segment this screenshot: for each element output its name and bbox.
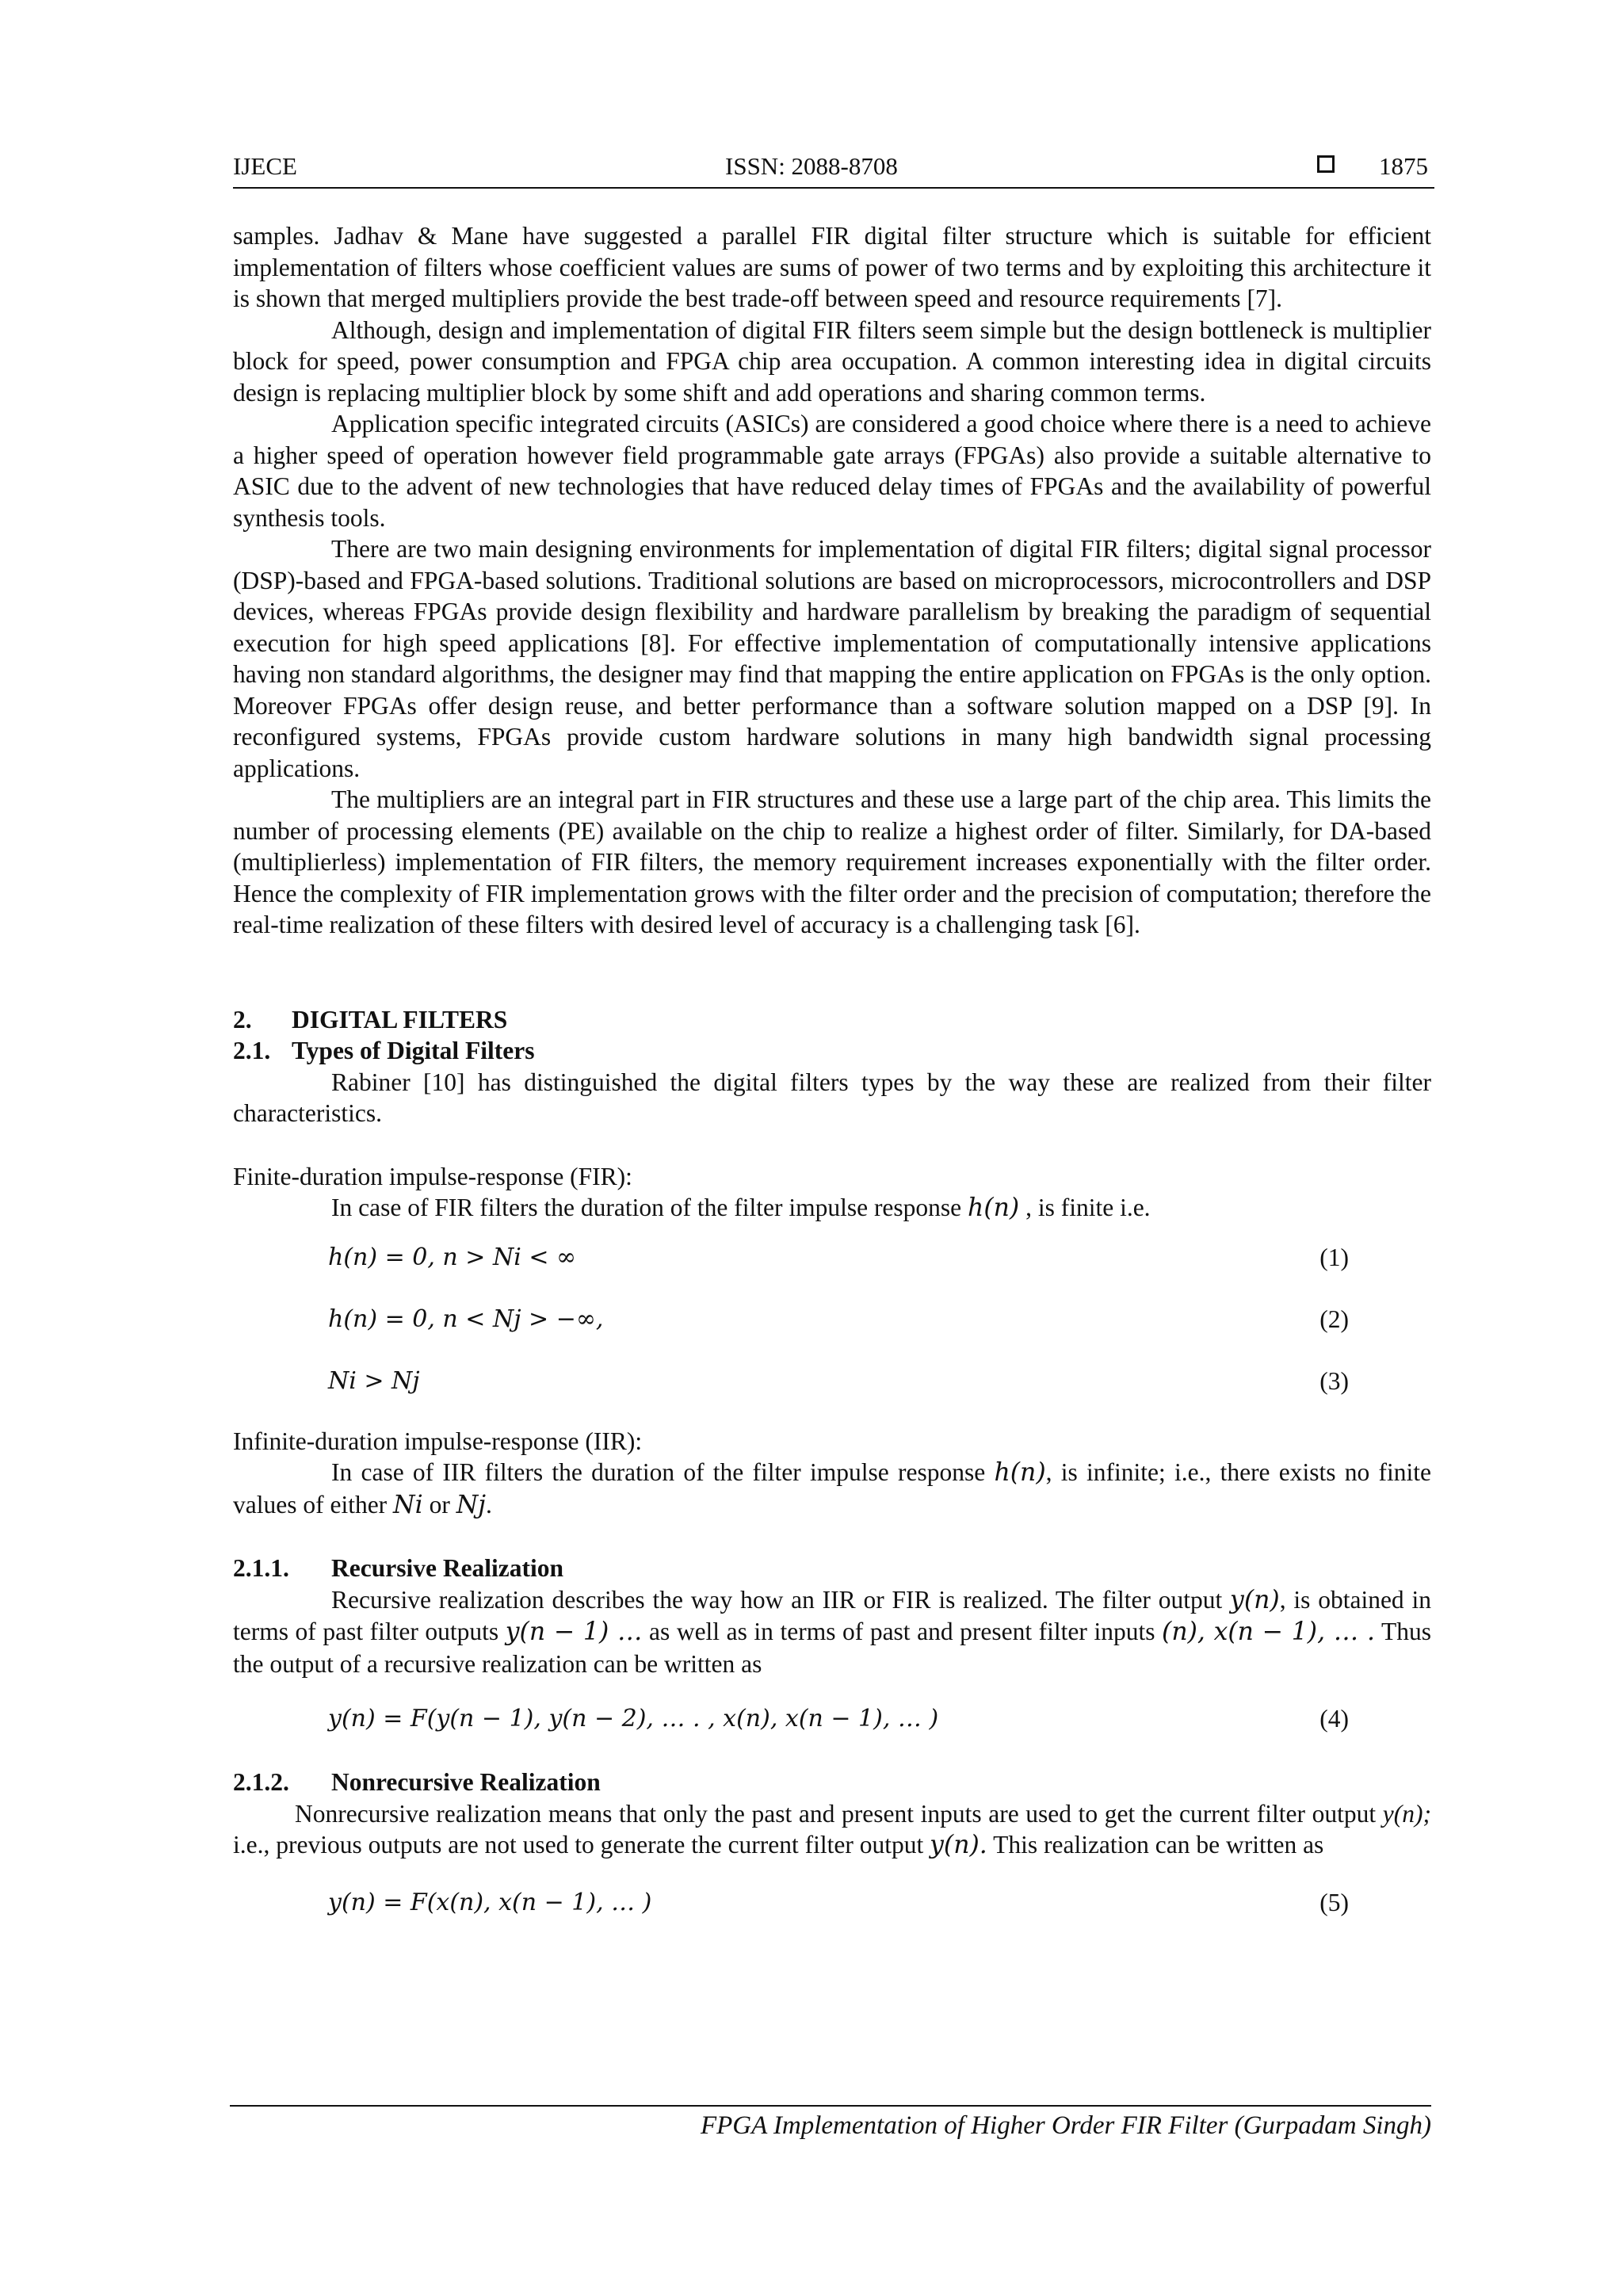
math-symbol: y(n); xyxy=(1382,1799,1431,1828)
equation-number: (4) xyxy=(1319,1705,1349,1733)
fir-label: Finite-duration impulse-response (FIR): xyxy=(233,1162,632,1190)
equation-2 xyxy=(233,1304,1431,1335)
header-rule xyxy=(233,187,1434,189)
equation-number: (3) xyxy=(1319,1366,1349,1395)
equation-1 xyxy=(233,1242,1431,1274)
equation-4 xyxy=(233,1703,1431,1735)
equation-number: (2) xyxy=(1319,1305,1349,1333)
subsection-title: Types of Digital Filters xyxy=(292,1037,535,1064)
iir-label: Infinite-duration impulse-response (IIR): xyxy=(233,1427,643,1455)
fir-description: In case of FIR filters the duration of the filter impulse response h(n) , is finite i.e. xyxy=(331,1194,1151,1222)
subsubsection-title: Nonrecursive Realization xyxy=(331,1768,601,1796)
section-title: DIGITAL FILTERS xyxy=(292,1005,508,1033)
equation-number: (1) xyxy=(1319,1243,1349,1271)
math-symbol: Ni xyxy=(393,1490,423,1519)
math-symbol: Nj xyxy=(456,1490,487,1519)
recursive-description: Recursive realization describes the way how an IIR or FIR is realized. The filter output y(n), is obtained in terms of past filter outputs y(n − 1) … as well as in terms of past and present filter inputs (n), x(n − 1), … . Thus the output of a recursive realization can be written as xyxy=(233,1585,1431,1678)
subsubsection-heading-recursive xyxy=(233,1553,1431,1584)
footer-rule xyxy=(230,2105,1431,2107)
math-symbol: h(n) xyxy=(968,1194,1020,1222)
iir-description: In case of IIR filters the duration of the filter impulse response h(n), is infinite; i.e., there exists no finite values of either Ni or Nj. xyxy=(233,1458,1432,1519)
math-symbol: y(n) xyxy=(1230,1585,1280,1614)
journal-name: IJECE xyxy=(233,152,297,180)
paragraph-5: The multipliers are an integral part in FIR structures and these use a large part of the chip area. This limits the number of processing elements (PE) available on the chip to realize a highest order of filter. Similarly, for DA-based (multiplierless) implementation of FIR filters, the memory requirement increases exponentially with the filter order. Hence the complexity of FIR implementation grows with the filter order and the precision of computation; therefore the real-time realization of these filters with desired level of accuracy is a challenging task [6]. xyxy=(233,785,1431,938)
paragraph-2: Although, design and implementation of digital FIR filters seem simple but the design bottleneck is multiplier block for speed, power consumption and FPGA chip area occupation. A common interesting idea in digital circuits design is replacing multiplier block by some shift and add operations and sharing common terms. xyxy=(233,315,1431,407)
page-number: 1875 xyxy=(1379,152,1428,180)
equation-expression: y(n) = F(x(n), x(n − 1), … ) xyxy=(328,1888,652,1916)
equation-expression: Ni > Nj xyxy=(328,1366,420,1395)
equation-expression: h(n) = 0, n < Nj > −∞, xyxy=(328,1305,604,1333)
subsection-number: 2.1. xyxy=(233,1037,271,1064)
subsubsection-number: 2.1.2. xyxy=(233,1768,289,1796)
section-intro: Rabiner [10] has distinguished the digital filters types by the way these are realized from their filter characteristics. xyxy=(233,1068,1431,1127)
math-symbol: y(n − 1) … xyxy=(505,1618,643,1646)
square-bullet-icon xyxy=(1317,155,1335,173)
running-footer: FPGA Implementation of Higher Order FIR Filter (Gurpadam Singh) xyxy=(700,2111,1431,2140)
paragraph-4: There are two main designing environments for implementation of digital FIR filters; digital signal processor (DSP)-based and FPGA-based solutions. Traditional solutions are based on microprocessors, microcontrollers and DSP devices, whereas FPGAs provide design flexibility and hardware parallelism by breaking the paradigm of sequential execution for high speed applications [8]. For effective implementation of computationally intensive applications having non standard algorithms, the designer may find that mapping the entire application on FPGAs is the only option. Moreover FPGAs offer design reuse, and better performance than a software solution mapped on a DSP [9]. In reconfigured systems, FPGAs provide custom hardware solutions in many high bandwidth signal processing applications. xyxy=(233,535,1431,782)
equation-expression: h(n) = 0, n > Ni < ∞ xyxy=(328,1243,576,1271)
subsection-heading xyxy=(233,1035,1431,1067)
equation-3 xyxy=(233,1366,1431,1397)
equation-number: (5) xyxy=(1319,1888,1349,1916)
subsubsection-heading-nonrecursive xyxy=(233,1767,1431,1798)
paragraph-3: Application specific integrated circuits (ASICs) are considered a good choice where there is a need to achieve a higher speed of operation however field programmable gate arrays (FPGAs) also provide a suitable alternative to ASIC due to the advent of new technologies that have reduced delay times of FPGAs and the availability of powerful synthesis tools. xyxy=(233,410,1431,532)
body-text xyxy=(233,220,1431,1919)
math-symbol: (n), x(n − 1), … . xyxy=(1162,1618,1375,1646)
math-symbol: y(n). xyxy=(930,1831,987,1859)
paragraph-1: samples. Jadhav & Mane have suggested a parallel FIR digital filter structure which is suitable for efficient implementation of filters whose coefficient values are sums of power of two terms and by exploiting this architecture it is shown that merged multipliers provide the best trade-off between speed and resource requirements [7]. xyxy=(233,222,1431,312)
nonrecursive-description: Nonrecursive realization means that only the past and present inputs are used to get the current filter output y(n); i.e., previous outputs are not used to generate the current filter output y(n). This realization can be written as xyxy=(233,1799,1431,1859)
section-heading xyxy=(233,1004,1431,1036)
subsubsection-title: Recursive Realization xyxy=(331,1554,564,1582)
subsubsection-number: 2.1.1. xyxy=(233,1554,289,1582)
issn: ISSN: 2088-8708 xyxy=(725,152,898,180)
equation-5 xyxy=(233,1887,1431,1919)
equation-expression: y(n) = F(y(n − 1), y(n − 2), … . , x(n), x(n − 1), … ) xyxy=(328,1705,939,1733)
math-symbol: h(n) xyxy=(994,1458,1046,1487)
section-number: 2. xyxy=(233,1005,252,1033)
